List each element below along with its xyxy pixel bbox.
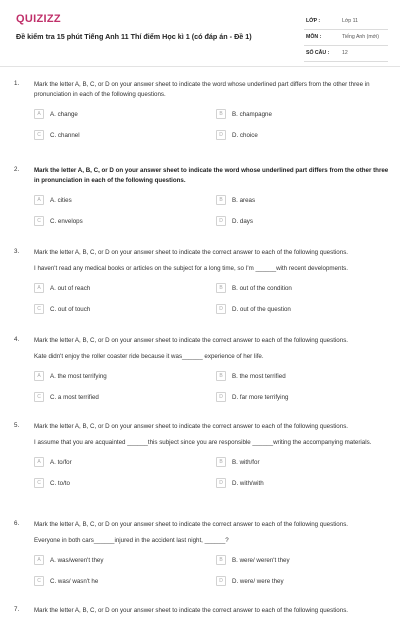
question-number: 3. xyxy=(14,248,20,255)
answer-option-c[interactable] xyxy=(34,216,216,226)
option-letter-box: B xyxy=(216,109,226,119)
option-letter-box: D xyxy=(216,216,226,226)
question-number: 5. xyxy=(14,422,20,429)
option-letter-box: A xyxy=(34,195,44,205)
option-letter-box: C xyxy=(34,216,44,226)
option-text: A. the most terrifying xyxy=(50,372,107,380)
answer-option-b[interactable] xyxy=(216,109,390,119)
option-text: C. to/to xyxy=(50,479,70,487)
answer-option-d[interactable] xyxy=(216,304,390,314)
answer-options xyxy=(34,283,390,314)
option-letter-box: B xyxy=(216,371,226,381)
answer-option-c[interactable] xyxy=(34,478,216,488)
option-letter-box: A xyxy=(34,555,44,565)
question-number: 6. xyxy=(14,520,20,527)
question-4 xyxy=(0,330,400,416)
meta-value: Tiếng Anh (mới) xyxy=(342,34,379,40)
option-text: A. was/weren't they xyxy=(50,556,104,564)
meta-row-count xyxy=(304,46,388,62)
answer-option-d[interactable] xyxy=(216,216,390,226)
answer-option-a[interactable] xyxy=(34,457,216,467)
option-letter-box: D xyxy=(216,130,226,140)
answer-option-d[interactable] xyxy=(216,576,390,586)
option-text: C. out of touch xyxy=(50,305,91,313)
answer-option-d[interactable] xyxy=(216,392,390,402)
option-text: C. envelops xyxy=(50,217,83,225)
question-number: 2. xyxy=(14,166,20,173)
answer-options xyxy=(34,109,390,140)
option-letter-box: A xyxy=(34,283,44,293)
option-letter-box: C xyxy=(34,576,44,586)
question-stem: Kate didn't enjoy the roller coaster ride because it was______ experience of her life. xyxy=(34,353,264,360)
meta-row-subject xyxy=(304,30,388,46)
answer-option-a[interactable] xyxy=(34,195,216,205)
answer-option-b[interactable] xyxy=(216,457,390,467)
question-prompt: Mark the letter A, B, C, or D on your answer sheet to indicate the correct answer to each of the following questions. xyxy=(34,521,349,528)
answer-option-a[interactable] xyxy=(34,109,216,119)
question-list xyxy=(0,74,400,620)
option-letter-box: A xyxy=(34,109,44,119)
option-letter-box: D xyxy=(216,392,226,402)
option-text: D. choice xyxy=(232,131,258,139)
question-stem: I assume that you are acquainted ______this subject since you are responsible ______writing the accompanying materials. xyxy=(34,439,372,446)
question-prompt: Mark the letter A, B, C, or D on your answer sheet to indicate the word whose underlined part differs from the other three in pronunciation in each of the following questions. xyxy=(34,81,370,98)
answer-option-a[interactable] xyxy=(34,371,216,381)
answer-option-b[interactable] xyxy=(216,283,390,293)
question-prompt: Mark the letter A, B, C, or D on your answer sheet to indicate the word whose underlined part differs from the other three in pronunciation in each of the following questions. xyxy=(34,167,389,184)
option-text: C. a most terrified xyxy=(50,393,99,401)
question-7 xyxy=(0,600,400,620)
answer-option-b[interactable] xyxy=(216,555,390,565)
question-3 xyxy=(0,242,400,330)
meta-value: Lớp 11 xyxy=(342,18,358,24)
question-stem: Everyone in both cars______injured in the accident last night, ______? xyxy=(34,537,229,544)
answer-options xyxy=(34,555,390,586)
option-text: B. with/for xyxy=(232,458,260,466)
option-text: D. with/with xyxy=(232,479,264,487)
answer-options xyxy=(34,371,390,402)
option-letter-box: D xyxy=(216,576,226,586)
answer-option-d[interactable] xyxy=(216,478,390,488)
question-stem: I haven't read any medical books or articles on the subject for a long time, so I'm ______with recent developments. xyxy=(34,265,348,272)
option-letter-box: C xyxy=(34,478,44,488)
answer-option-b[interactable] xyxy=(216,195,390,205)
answer-option-b[interactable] xyxy=(216,371,390,381)
answer-option-c[interactable] xyxy=(34,130,216,140)
option-text: D. out of the question xyxy=(232,305,291,313)
quizizz-logo: QUIZIZZ xyxy=(16,13,61,25)
question-2 xyxy=(0,160,400,242)
document-title: Đề kiểm tra 15 phút Tiếng Anh 11 Thí điểm Học kì 1 (có đáp án - Đề 1) xyxy=(16,32,252,41)
option-letter-box: B xyxy=(216,283,226,293)
option-text: A. to/for xyxy=(50,458,72,466)
option-letter-box: D xyxy=(216,304,226,314)
option-text: B. areas xyxy=(232,196,256,204)
question-6 xyxy=(0,514,400,600)
meta-key: MÔN : xyxy=(306,34,322,40)
option-text: A. cities xyxy=(50,196,72,204)
question-5 xyxy=(0,416,400,514)
question-prompt: Mark the letter A, B, C, or D on your answer sheet to indicate the correct answer to each of the following questions. xyxy=(34,249,349,256)
option-letter-box: A xyxy=(34,371,44,381)
option-letter-box: A xyxy=(34,457,44,467)
option-letter-box: D xyxy=(216,478,226,488)
option-text: B. out of the condition xyxy=(232,284,292,292)
option-text: D. far more terrifying xyxy=(232,393,289,401)
meta-value: 12 xyxy=(342,50,348,56)
question-number: 7. xyxy=(14,606,20,613)
answer-options xyxy=(34,457,390,488)
option-letter-box: B xyxy=(216,555,226,565)
option-text: D. days xyxy=(232,217,253,225)
option-letter-box: B xyxy=(216,195,226,205)
header-divider xyxy=(0,66,400,67)
answer-option-c[interactable] xyxy=(34,392,216,402)
option-text: D. were/ were they xyxy=(232,577,284,585)
option-text: B. the most terrified xyxy=(232,372,286,380)
option-text: C. channel xyxy=(50,131,80,139)
option-letter-box: C xyxy=(34,304,44,314)
question-1 xyxy=(0,74,400,160)
question-number: 1. xyxy=(14,80,20,87)
question-prompt: Mark the letter A, B, C, or D on your answer sheet to indicate the correct answer to each of the following questions. xyxy=(34,607,349,614)
meta-panel xyxy=(304,14,388,62)
answer-option-c[interactable] xyxy=(34,576,216,586)
option-text: A. out of reach xyxy=(50,284,91,292)
option-letter-box: B xyxy=(216,457,226,467)
option-text: C. was/ wasn't he xyxy=(50,577,99,585)
answer-option-d[interactable] xyxy=(216,130,390,140)
meta-key: LỚP : xyxy=(306,18,321,24)
option-letter-box: C xyxy=(34,392,44,402)
option-text: B. champagne xyxy=(232,110,272,118)
question-prompt: Mark the letter A, B, C, or D on your answer sheet to indicate the correct answer to each of the following questions. xyxy=(34,423,349,430)
option-letter-box: C xyxy=(34,130,44,140)
meta-key: SỐ CÂU : xyxy=(306,50,330,56)
question-number: 4. xyxy=(14,336,20,343)
option-text: B. were/ weren't they xyxy=(232,556,290,564)
answer-option-c[interactable] xyxy=(34,304,216,314)
question-prompt: Mark the letter A, B, C, or D on your answer sheet to indicate the correct answer to each of the following questions. xyxy=(34,337,349,344)
answer-option-a[interactable] xyxy=(34,555,216,565)
meta-row-class xyxy=(304,14,388,30)
answer-options xyxy=(34,195,390,226)
answer-option-a[interactable] xyxy=(34,283,216,293)
page-header xyxy=(0,0,400,66)
option-text: A. change xyxy=(50,110,78,118)
